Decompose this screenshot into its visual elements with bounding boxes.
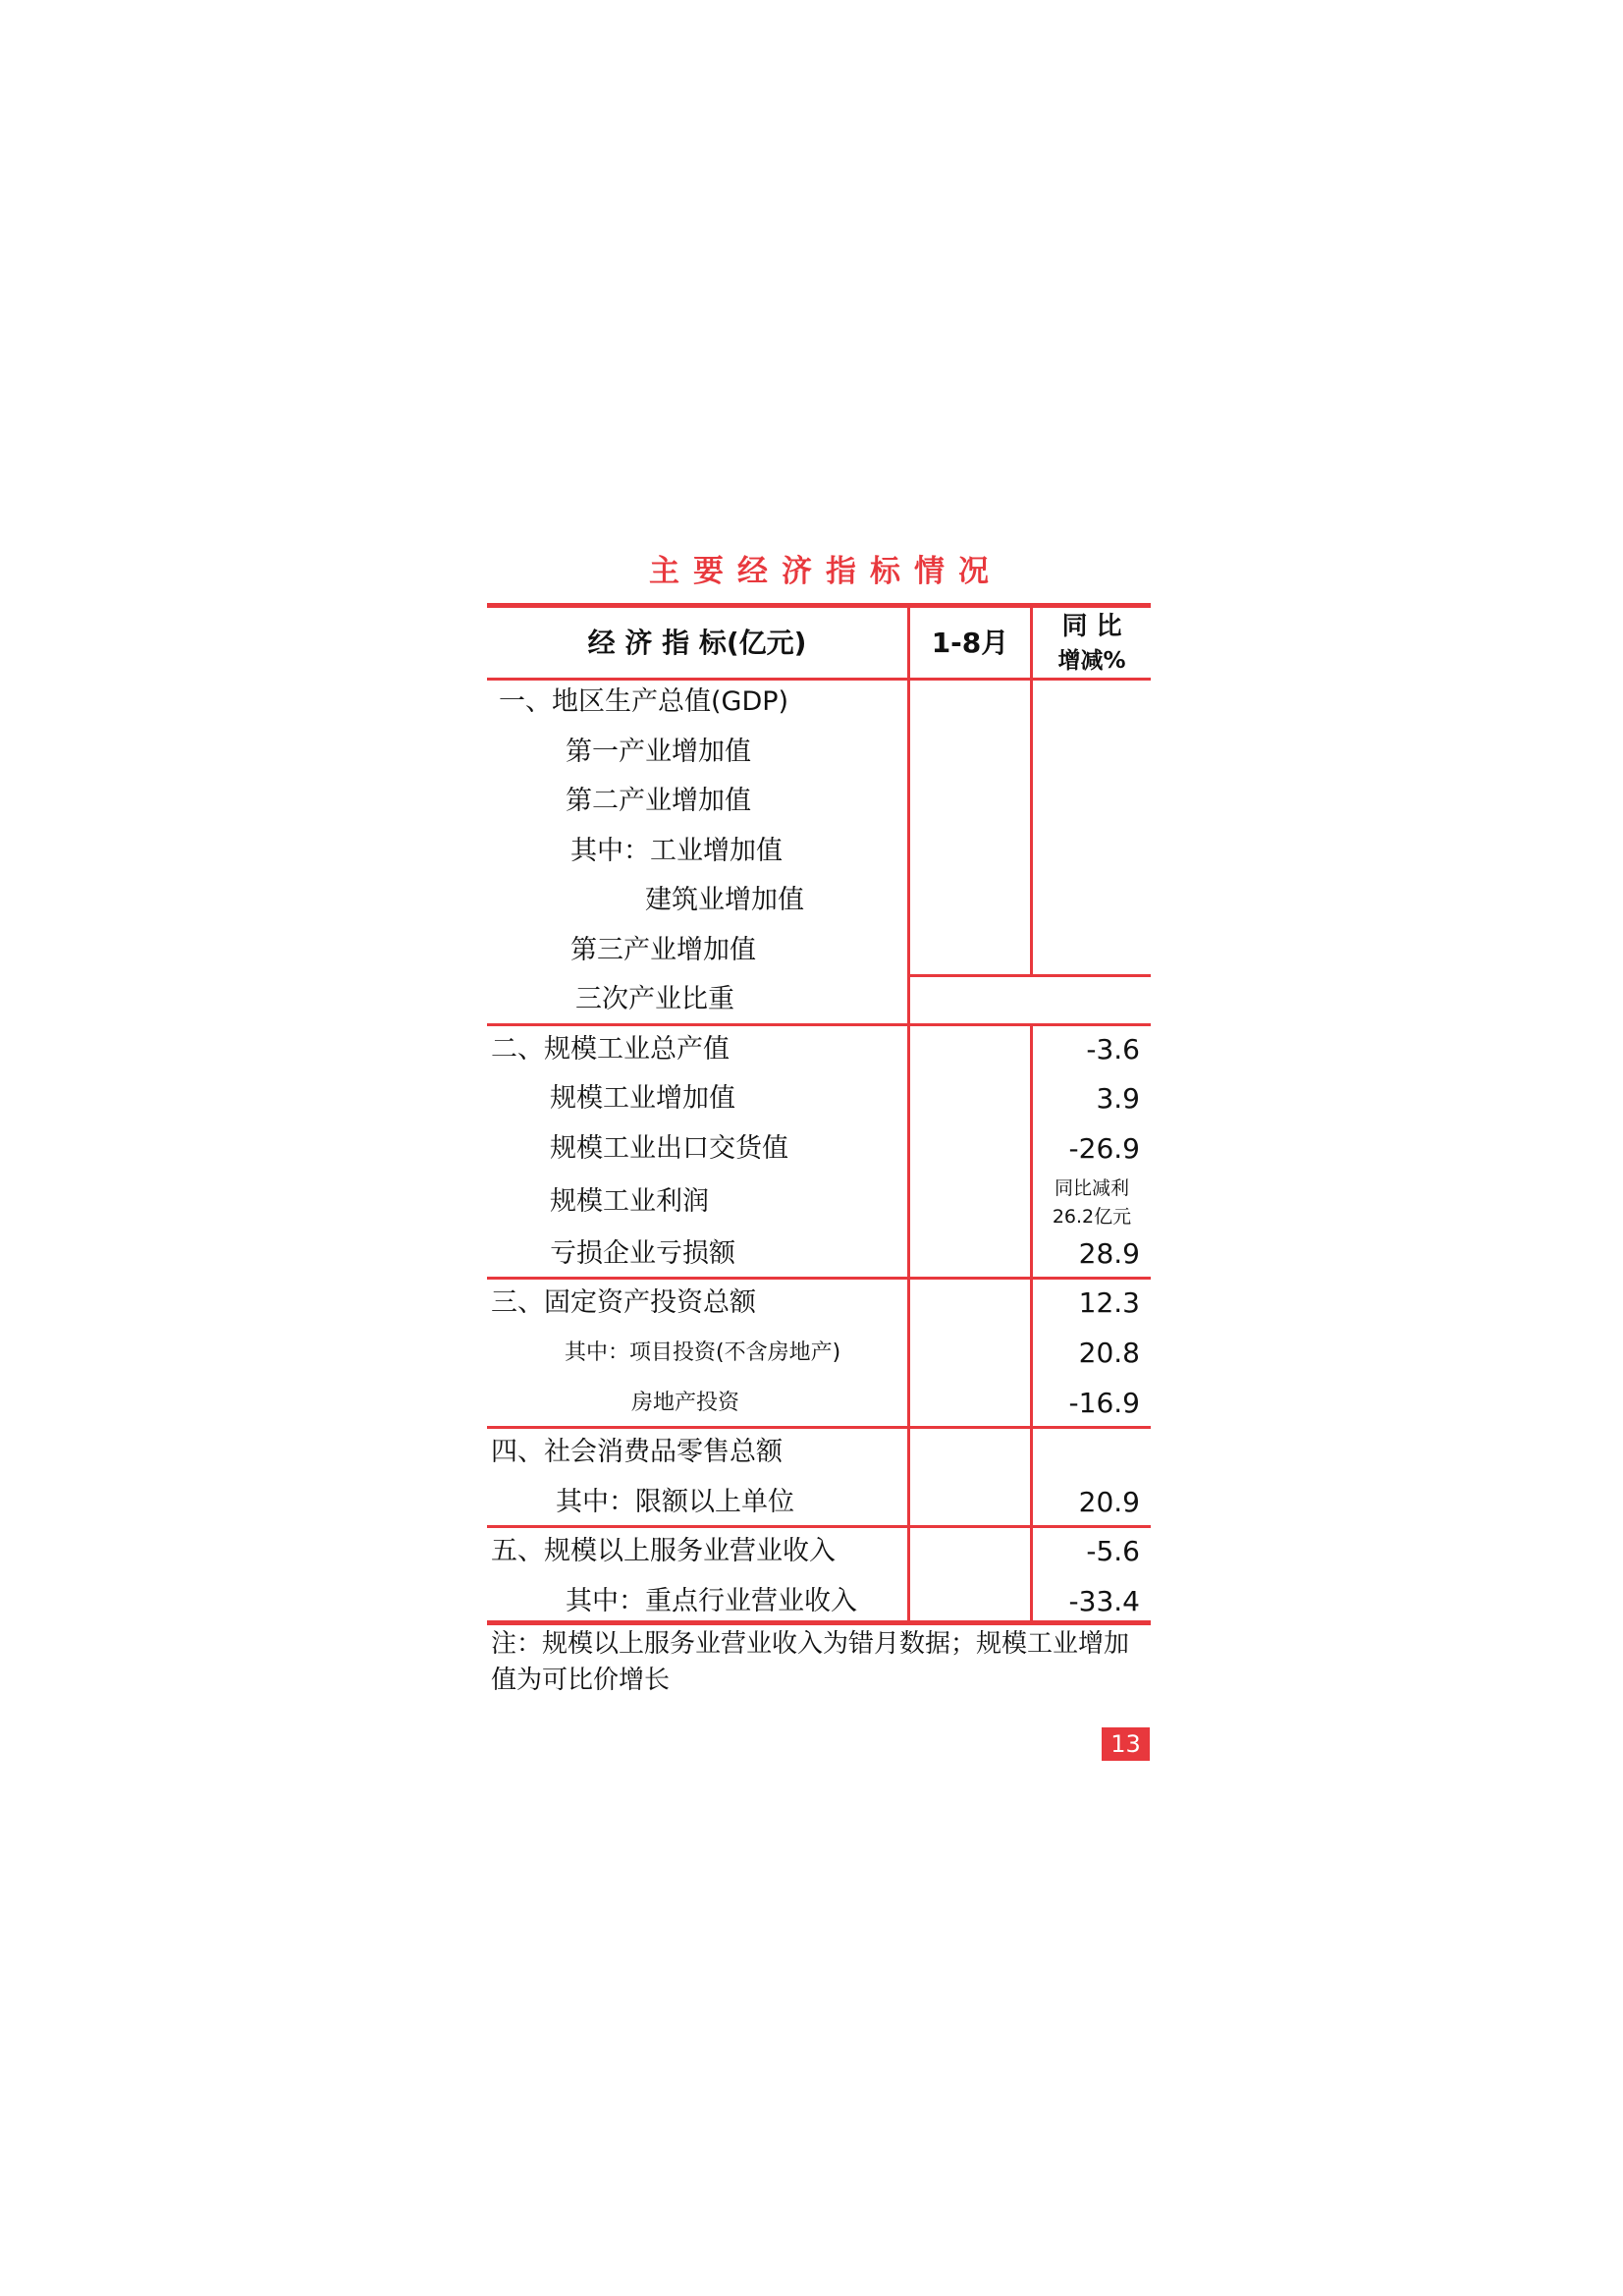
row-value: -5.6 [1086,1535,1140,1567]
section-divider [487,1023,1151,1026]
header-indicator: 经 济 指 标(亿元) [587,627,807,659]
section-divider [487,1525,1151,1528]
row-value: 3.9 [1096,1082,1140,1115]
row-label: 第二产业增加值 [566,786,751,816]
row-value: -3.6 [1086,1033,1140,1066]
row-label: 四、社会消费品零售总额 [491,1437,783,1467]
row-value: 20.9 [1078,1486,1140,1518]
row-label: 第一产业增加值 [566,737,751,767]
column-divider [907,606,910,1623]
table-top-rule [487,603,1151,608]
row-label: 第三产业增加值 [570,935,756,965]
row-label: 三、固定资产投资总额 [491,1287,756,1318]
page-number: 13 [1102,1727,1150,1761]
section-divider [487,1277,1151,1280]
row-label: 房地产投资 [631,1391,740,1415]
header-yoy-line1: 同 比 [1061,612,1122,641]
row-label: 其中：重点行业营业收入 [566,1586,857,1616]
row-label: 三次产业比重 [575,984,734,1014]
row-label: 其中：项目投资(不含房地产) [565,1340,841,1365]
row-label: 二、规模工业总产值 [491,1034,730,1065]
row-label: 一、地区生产总值(GDP) [499,686,789,717]
row-value: -16.9 [1068,1387,1140,1419]
header-yoy-line2: 增减% [1057,648,1126,674]
row-value: 12.3 [1078,1286,1140,1319]
row-value: -33.4 [1068,1585,1140,1617]
section-divider [487,1426,1151,1429]
row-label: 规模工业利润 [550,1186,709,1217]
row-label: 五、规模以上服务业营业收入 [491,1536,836,1566]
page-title: 主要经济指标情况 [649,554,1002,589]
row-label: 其中：工业增加值 [570,836,783,866]
footnote: 注：规模以上服务业营业收入为错月数据；规模工业增加值为可比价增长 [491,1629,1130,1695]
row-label: 其中：限额以上单位 [556,1487,794,1517]
row-value: -26.9 [1068,1132,1140,1165]
row-label: 建筑业增加值 [645,885,804,915]
row-value-note: 26.2亿元 [1052,1206,1132,1228]
header-period: 1-8月 [931,627,1009,659]
row-label: 亏损企业亏损额 [550,1238,735,1269]
row-value-note: 同比减利 [1054,1177,1129,1199]
row-value: 20.8 [1078,1337,1140,1369]
row-value: 28.9 [1078,1237,1140,1270]
row-label: 规模工业增加值 [550,1083,735,1114]
row-label: 规模工业出口交货值 [550,1133,788,1164]
